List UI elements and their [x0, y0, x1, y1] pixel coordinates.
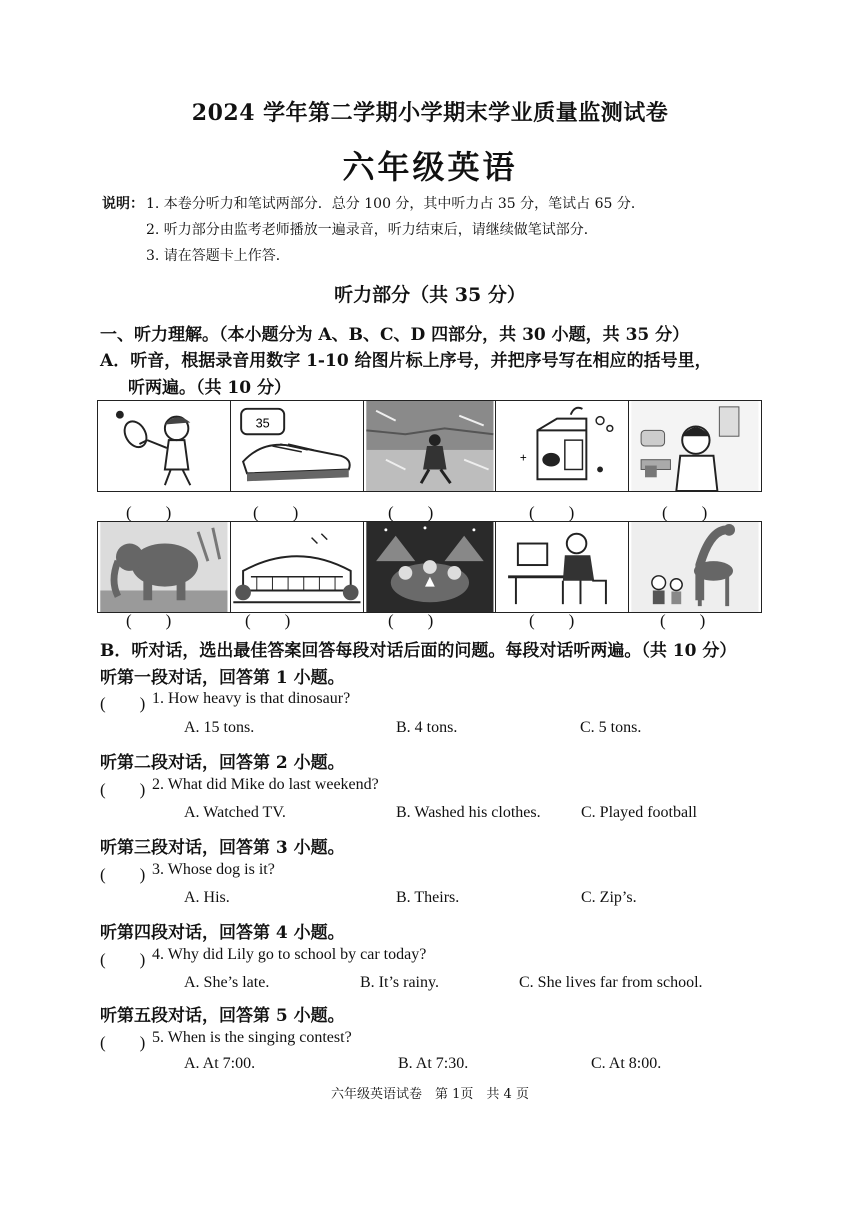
q4-option-a: A. She’s late.	[184, 974, 270, 991]
note-line-1: 1. 本卷分听力和笔试两部分．总分 100 分，其中听力占 35 分，笔试占 65 分．	[146, 196, 645, 212]
q5-option-a: A. At 7:00.	[184, 1055, 256, 1072]
computer-picture	[496, 522, 629, 612]
part1-heading: 一、听力理解。（本小题分为 A、B、C、D 四部分，共 30 小题，共 35 分）	[100, 325, 690, 345]
blank-3[interactable]: ( )	[388, 503, 434, 522]
q2-answer-blank[interactable]: ( )	[100, 780, 146, 799]
q5-intro: 听第五段对话，回答第 5 小题。	[100, 1006, 345, 1026]
blank-1[interactable]: ( )	[126, 503, 172, 522]
q1-option-b: B. 4 tons.	[396, 719, 458, 736]
picture-row-1	[97, 400, 762, 492]
picture-row-2	[97, 521, 762, 613]
svg-text:+: +	[520, 451, 528, 465]
q4-answer-blank[interactable]: ( )	[100, 950, 146, 969]
notes-label: 说明：	[102, 196, 144, 212]
exam-subtitle: 六年级英语	[342, 148, 518, 186]
exam-title: 2024 学年第二学期小学期末学业质量监测试卷	[191, 100, 669, 126]
q4-text: 4. Why did Lily go to school by car today?	[152, 946, 427, 963]
q1-answer-blank[interactable]: ( )	[100, 694, 146, 713]
q1-option-a: A. 15 tons.	[184, 719, 255, 736]
blank-8[interactable]: ( )	[388, 611, 434, 630]
sad-boy-picture	[629, 401, 761, 491]
q5-option-c: C. At 8:00.	[591, 1055, 662, 1072]
q1-option-c: C. 5 tons.	[580, 719, 642, 736]
partB-heading: B．听对话，选出最佳答案回答每段对话后面的问题。每段对话听两遍。（共 10 分）	[100, 641, 737, 661]
stadium-picture	[231, 522, 364, 612]
listening-section-title: 听力部分（共 35 分）	[334, 284, 526, 306]
partA-instruction-1: A．听音，根据录音用数字 1-10 给图片标上序号，并把序号写在相应的括号里，	[100, 351, 712, 371]
page-footer: 六年级英语试卷 第 1页 共 4 页	[331, 1087, 529, 1102]
q5-answer-blank[interactable]: ( )	[100, 1033, 146, 1052]
blank-6[interactable]: ( )	[126, 611, 172, 630]
blank-5[interactable]: ( )	[662, 503, 708, 522]
milk-carton-picture	[496, 401, 629, 491]
q5-option-b: B. At 7:30.	[398, 1055, 469, 1072]
blank-4[interactable]: ( )	[529, 503, 575, 522]
q3-answer-blank[interactable]: ( )	[100, 865, 146, 884]
q3-option-a: A. His.	[184, 889, 230, 906]
blank-7[interactable]: ( )	[245, 611, 291, 630]
shoes-picture	[231, 401, 364, 491]
q2-text: 2. What did Mike do last weekend?	[152, 776, 379, 793]
q2-intro: 听第二段对话，回答第 2 小题。	[100, 753, 345, 773]
blank-10[interactable]: ( )	[660, 611, 706, 630]
blank-2[interactable]: ( )	[253, 503, 299, 522]
partA-instruction-2: 听两遍。（共 10 分）	[128, 378, 291, 398]
q1-text: 1. How heavy is that dinosaur?	[152, 690, 351, 707]
q3-text: 3. Whose dog is it?	[152, 861, 275, 878]
q4-option-b: B. It’s rainy.	[360, 974, 439, 991]
windy-street-picture	[364, 401, 497, 491]
q3-intro: 听第三段对话，回答第 3 小题。	[100, 838, 345, 858]
tennis-player-picture	[98, 401, 231, 491]
campfire-picture	[364, 522, 497, 612]
q3-option-b: B. Theirs.	[396, 889, 460, 906]
note-line-2: 2. 听力部分由监考老师播放一遍录音，听力结束后，请继续做笔试部分．	[146, 222, 598, 238]
q2-option-b: B. Washed his clothes.	[396, 804, 541, 821]
q2-option-a: A. Watched TV.	[184, 804, 286, 821]
q2-option-c: C. Played football	[581, 804, 697, 821]
elephant-picture	[98, 522, 231, 612]
q4-option-c: C. She lives far from school.	[519, 974, 703, 991]
q4-intro: 听第四段对话，回答第 4 小题。	[100, 923, 345, 943]
q3-option-c: C. Zip’s.	[581, 889, 637, 906]
shoe-size-label: 35	[255, 415, 270, 431]
giraffe-picture	[629, 522, 761, 612]
q1-intro: 听第一段对话，回答第 1 小题。	[100, 668, 345, 688]
blank-9[interactable]: ( )	[529, 611, 575, 630]
q5-text: 5. When is the singing contest?	[152, 1029, 352, 1046]
note-line-3: 3. 请在答题卡上作答．	[146, 248, 290, 264]
